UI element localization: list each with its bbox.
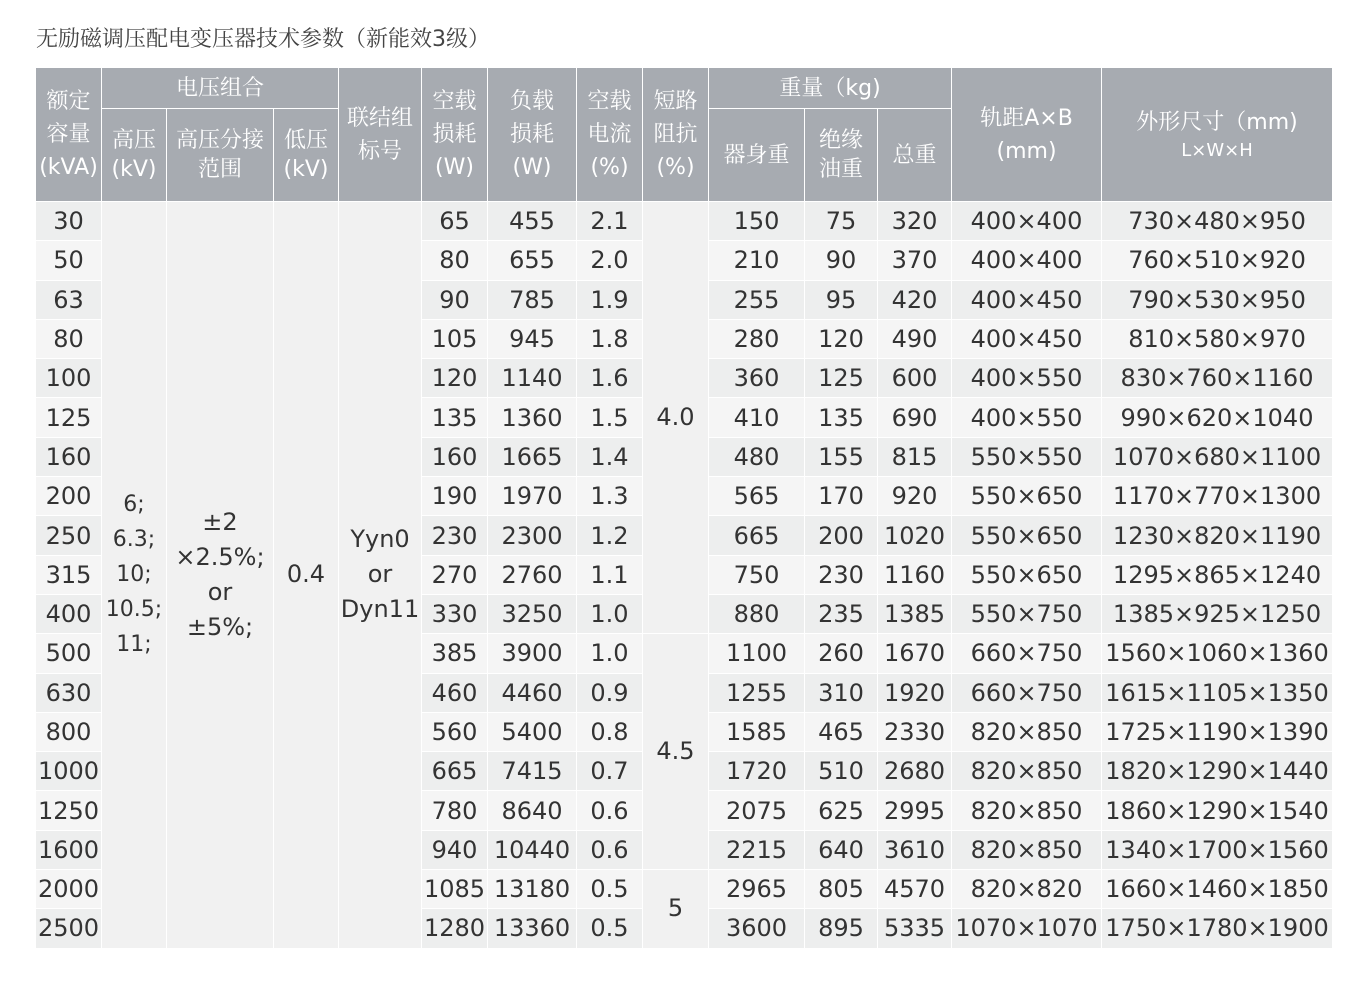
oil-weight-cell: 510 — [805, 752, 878, 791]
no-load-current-cell: 0.9 — [577, 673, 643, 712]
gauge-cell: 820×850 — [952, 830, 1102, 869]
no-load-current-cell: 1.0 — [577, 594, 643, 633]
total-weight-cell: 1670 — [878, 634, 952, 673]
total-weight-cell: 4570 — [878, 870, 952, 909]
total-weight-cell: 1160 — [878, 555, 952, 594]
gauge-cell: 400×450 — [952, 319, 1102, 358]
body-weight-cell: 880 — [709, 594, 805, 633]
header-load-loss: 负载 损耗 (W) — [488, 68, 577, 202]
load-loss-cell: 10440 — [488, 830, 577, 869]
no-load-current-cell: 1.4 — [577, 437, 643, 476]
load-loss-cell: 945 — [488, 319, 577, 358]
load-loss-cell: 655 — [488, 241, 577, 280]
gauge-cell: 660×750 — [952, 673, 1102, 712]
body-weight-cell: 665 — [709, 516, 805, 555]
total-weight-cell: 1920 — [878, 673, 952, 712]
spec-table-body — [36, 202, 1333, 949]
capacity-cell: 1600 — [36, 830, 102, 869]
no-load-loss-cell: 460 — [422, 673, 488, 712]
dimensions-cell: 810×580×970 — [1102, 319, 1333, 358]
header-body-weight: 器身重 — [709, 109, 805, 202]
oil-weight-cell: 230 — [805, 555, 878, 594]
no-load-current-cell: 1.0 — [577, 634, 643, 673]
spec-table — [35, 67, 1333, 949]
table-row — [36, 202, 1333, 241]
no-load-loss-cell: 560 — [422, 712, 488, 751]
oil-weight-cell: 465 — [805, 712, 878, 751]
no-load-loss-cell: 80 — [422, 241, 488, 280]
gauge-cell: 400×450 — [952, 280, 1102, 319]
total-weight-cell: 1020 — [878, 516, 952, 555]
no-load-current-cell: 0.6 — [577, 830, 643, 869]
no-load-loss-cell: 1280 — [422, 909, 488, 948]
oil-weight-cell: 75 — [805, 202, 878, 241]
gauge-cell: 820×820 — [952, 870, 1102, 909]
total-weight-cell: 690 — [878, 398, 952, 437]
low-voltage-cell: 0.4 — [274, 202, 339, 949]
load-loss-cell: 8640 — [488, 791, 577, 830]
no-load-current-cell: 1.5 — [577, 398, 643, 437]
oil-weight-cell: 120 — [805, 319, 878, 358]
capacity-cell: 80 — [36, 319, 102, 358]
load-loss-cell: 4460 — [488, 673, 577, 712]
body-weight-cell: 1585 — [709, 712, 805, 751]
no-load-current-cell: 1.1 — [577, 555, 643, 594]
body-weight-cell: 150 — [709, 202, 805, 241]
gauge-cell: 820×850 — [952, 791, 1102, 830]
total-weight-cell: 320 — [878, 202, 952, 241]
capacity-cell: 630 — [36, 673, 102, 712]
no-load-current-cell: 1.6 — [577, 359, 643, 398]
oil-weight-cell: 155 — [805, 437, 878, 476]
page-title: 无励磁调压配电变压器技术参数（新能效3级） — [36, 27, 490, 52]
total-weight-cell: 2995 — [878, 791, 952, 830]
body-weight-cell: 2965 — [709, 870, 805, 909]
gauge-cell: 550×650 — [952, 555, 1102, 594]
capacity-cell: 315 — [36, 555, 102, 594]
gauge-cell: 660×750 — [952, 634, 1102, 673]
no-load-loss-cell: 160 — [422, 437, 488, 476]
header-dimensions: 外形尺寸（mm) L×W×H — [1102, 68, 1333, 202]
impedance-cell: 5 — [643, 870, 709, 949]
load-loss-cell: 7415 — [488, 752, 577, 791]
oil-weight-cell: 125 — [805, 359, 878, 398]
no-load-current-cell: 2.1 — [577, 202, 643, 241]
load-loss-cell: 1665 — [488, 437, 577, 476]
dimensions-cell: 1070×680×1100 — [1102, 437, 1333, 476]
body-weight-cell: 360 — [709, 359, 805, 398]
capacity-cell: 800 — [36, 712, 102, 751]
load-loss-cell: 5400 — [488, 712, 577, 751]
dimensions-cell: 730×480×950 — [1102, 202, 1333, 241]
dimensions-cell: 1860×1290×1540 — [1102, 791, 1333, 830]
load-loss-cell: 1140 — [488, 359, 577, 398]
total-weight-cell: 600 — [878, 359, 952, 398]
oil-weight-cell: 95 — [805, 280, 878, 319]
capacity-cell: 2500 — [36, 909, 102, 948]
no-load-loss-cell: 190 — [422, 477, 488, 516]
body-weight-cell: 1100 — [709, 634, 805, 673]
header-weight: 重量（kg) — [709, 68, 952, 109]
hv-tap-cell: ±2 ×2.5%; or ±5%; — [167, 202, 274, 949]
gauge-cell: 400×550 — [952, 398, 1102, 437]
total-weight-cell: 370 — [878, 241, 952, 280]
gauge-cell: 820×850 — [952, 752, 1102, 791]
no-load-current-cell: 1.8 — [577, 319, 643, 358]
no-load-current-cell: 0.6 — [577, 791, 643, 830]
no-load-loss-cell: 940 — [422, 830, 488, 869]
oil-weight-cell: 90 — [805, 241, 878, 280]
body-weight-cell: 565 — [709, 477, 805, 516]
oil-weight-cell: 805 — [805, 870, 878, 909]
dimensions-cell: 1385×925×1250 — [1102, 594, 1333, 633]
gauge-cell: 400×550 — [952, 359, 1102, 398]
dimensions-cell: 990×620×1040 — [1102, 398, 1333, 437]
dimensions-cell: 1615×1105×1350 — [1102, 673, 1333, 712]
load-loss-cell: 2300 — [488, 516, 577, 555]
gauge-cell: 820×850 — [952, 712, 1102, 751]
oil-weight-cell: 200 — [805, 516, 878, 555]
capacity-cell: 125 — [36, 398, 102, 437]
oil-weight-cell: 640 — [805, 830, 878, 869]
no-load-current-cell: 1.9 — [577, 280, 643, 319]
no-load-current-cell: 1.2 — [577, 516, 643, 555]
header-hv-tap: 高压分接 范围 — [167, 109, 274, 202]
header-capacity: 额定 容量 (kVA) — [36, 68, 102, 202]
gauge-cell: 550×650 — [952, 516, 1102, 555]
body-weight-cell: 280 — [709, 319, 805, 358]
capacity-cell: 250 — [36, 516, 102, 555]
oil-weight-cell: 310 — [805, 673, 878, 712]
capacity-cell: 50 — [36, 241, 102, 280]
no-load-current-cell: 0.5 — [577, 909, 643, 948]
header-connection: 联结组 标号 — [339, 68, 422, 202]
dimensions-cell: 1230×820×1190 — [1102, 516, 1333, 555]
impedance-cell: 4.5 — [643, 634, 709, 870]
header-high-voltage: 高压 (kV) — [102, 109, 167, 202]
no-load-loss-cell: 120 — [422, 359, 488, 398]
capacity-cell: 2000 — [36, 870, 102, 909]
dimensions-cell: 790×530×950 — [1102, 280, 1333, 319]
no-load-loss-cell: 135 — [422, 398, 488, 437]
header-gauge: 轨距A×B (mm) — [952, 68, 1102, 202]
total-weight-cell: 920 — [878, 477, 952, 516]
dimensions-cell: 1170×770×1300 — [1102, 477, 1333, 516]
body-weight-cell: 1255 — [709, 673, 805, 712]
header-row-1 — [36, 68, 1333, 109]
no-load-current-cell: 0.8 — [577, 712, 643, 751]
load-loss-cell: 13180 — [488, 870, 577, 909]
gauge-cell: 550×750 — [952, 594, 1102, 633]
total-weight-cell: 1385 — [878, 594, 952, 633]
load-loss-cell: 3250 — [488, 594, 577, 633]
dimensions-cell: 830×760×1160 — [1102, 359, 1333, 398]
no-load-loss-cell: 230 — [422, 516, 488, 555]
gauge-cell: 400×400 — [952, 202, 1102, 241]
impedance-cell: 4.0 — [643, 202, 709, 634]
connection-cell: Yyn0 or Dyn11 — [339, 202, 422, 949]
oil-weight-cell: 260 — [805, 634, 878, 673]
body-weight-cell: 1720 — [709, 752, 805, 791]
load-loss-cell: 3900 — [488, 634, 577, 673]
oil-weight-cell: 895 — [805, 909, 878, 948]
load-loss-cell: 785 — [488, 280, 577, 319]
capacity-cell: 160 — [36, 437, 102, 476]
oil-weight-cell: 170 — [805, 477, 878, 516]
no-load-current-cell: 1.3 — [577, 477, 643, 516]
body-weight-cell: 750 — [709, 555, 805, 594]
body-weight-cell: 255 — [709, 280, 805, 319]
oil-weight-cell: 235 — [805, 594, 878, 633]
dimensions-cell: 1750×1780×1900 — [1102, 909, 1333, 948]
no-load-loss-cell: 90 — [422, 280, 488, 319]
no-load-loss-cell: 270 — [422, 555, 488, 594]
oil-weight-cell: 625 — [805, 791, 878, 830]
body-weight-cell: 410 — [709, 398, 805, 437]
header-impedance: 短路 阻抗 (%) — [643, 68, 709, 202]
capacity-cell: 1250 — [36, 791, 102, 830]
dimensions-cell: 1725×1190×1390 — [1102, 712, 1333, 751]
body-weight-cell: 3600 — [709, 909, 805, 948]
gauge-cell: 1070×1070 — [952, 909, 1102, 948]
total-weight-cell: 420 — [878, 280, 952, 319]
total-weight-cell: 815 — [878, 437, 952, 476]
load-loss-cell: 1970 — [488, 477, 577, 516]
no-load-loss-cell: 1085 — [422, 870, 488, 909]
body-weight-cell: 480 — [709, 437, 805, 476]
capacity-cell: 200 — [36, 477, 102, 516]
no-load-loss-cell: 105 — [422, 319, 488, 358]
gauge-cell: 400×400 — [952, 241, 1102, 280]
dimensions-cell: 1820×1290×1440 — [1102, 752, 1333, 791]
no-load-loss-cell: 330 — [422, 594, 488, 633]
body-weight-cell: 210 — [709, 241, 805, 280]
oil-weight-cell: 135 — [805, 398, 878, 437]
total-weight-cell: 5335 — [878, 909, 952, 948]
header-oil-weight: 绝缘 油重 — [805, 109, 878, 202]
dimensions-cell: 1560×1060×1360 — [1102, 634, 1333, 673]
no-load-current-cell: 0.5 — [577, 870, 643, 909]
capacity-cell: 400 — [36, 594, 102, 633]
capacity-cell: 63 — [36, 280, 102, 319]
header-total-weight: 总重 — [878, 109, 952, 202]
no-load-loss-cell: 65 — [422, 202, 488, 241]
capacity-cell: 30 — [36, 202, 102, 241]
no-load-loss-cell: 665 — [422, 752, 488, 791]
gauge-cell: 550×550 — [952, 437, 1102, 476]
header-no-load-current: 空载 电流 (%) — [577, 68, 643, 202]
no-load-current-cell: 2.0 — [577, 241, 643, 280]
no-load-current-cell: 0.7 — [577, 752, 643, 791]
dimensions-cell: 1340×1700×1560 — [1102, 830, 1333, 869]
no-load-loss-cell: 385 — [422, 634, 488, 673]
total-weight-cell: 2680 — [878, 752, 952, 791]
dimensions-cell: 760×510×920 — [1102, 241, 1333, 280]
load-loss-cell: 2760 — [488, 555, 577, 594]
capacity-cell: 1000 — [36, 752, 102, 791]
header-voltage-group: 电压组合 — [102, 68, 339, 109]
capacity-cell: 500 — [36, 634, 102, 673]
body-weight-cell: 2075 — [709, 791, 805, 830]
high-voltage-cell: 6; 6.3; 10; 10.5; 11; — [102, 202, 167, 949]
total-weight-cell: 2330 — [878, 712, 952, 751]
gauge-cell: 550×650 — [952, 477, 1102, 516]
dimensions-cell: 1295×865×1240 — [1102, 555, 1333, 594]
header-no-load-loss: 空载 损耗 (W) — [422, 68, 488, 202]
no-load-loss-cell: 780 — [422, 791, 488, 830]
total-weight-cell: 490 — [878, 319, 952, 358]
load-loss-cell: 455 — [488, 202, 577, 241]
header-low-voltage: 低压 (kV) — [274, 109, 339, 202]
dimensions-cell: 1660×1460×1850 — [1102, 870, 1333, 909]
load-loss-cell: 1360 — [488, 398, 577, 437]
body-weight-cell: 2215 — [709, 830, 805, 869]
load-loss-cell: 13360 — [488, 909, 577, 948]
capacity-cell: 100 — [36, 359, 102, 398]
total-weight-cell: 3610 — [878, 830, 952, 869]
